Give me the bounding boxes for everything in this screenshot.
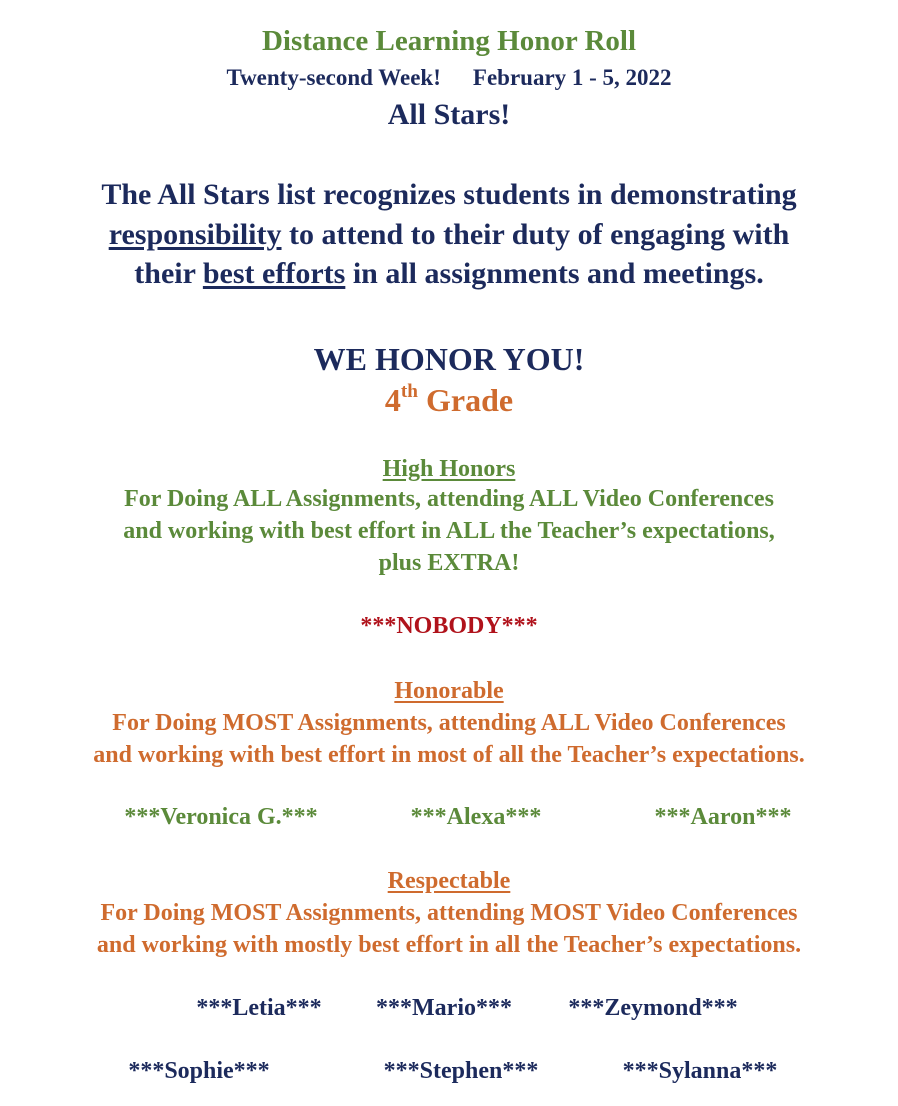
intro-line-3 (0, 259, 898, 289)
respectable-students-row-1 (0, 996, 898, 1024)
honorable-desc-2: and working with best effort in most of all the Teacher’s expectations. (93, 742, 805, 768)
week-label: Twenty-second Week! (226, 65, 441, 90)
high-honors-desc-2: and working with best effort in ALL the Teacher’s expectations, (123, 518, 775, 544)
high-honors-desc-3: plus EXTRA! (378, 550, 520, 576)
high-honors-title (0, 457, 898, 481)
respectable-desc-1: For Doing MOST Assignments, attending MOST Video Conferences (100, 900, 798, 926)
high-honors-student: ***NOBODY*** (360, 613, 538, 639)
date-range: February 1 - 5, 2022 (472, 65, 672, 90)
respectable-title (0, 869, 898, 893)
honorable-title-text: Honorable (394, 678, 504, 704)
student-name: ***Stephen*** (383, 1058, 539, 1084)
responsibility-underline: responsibility (108, 218, 282, 251)
high-honors-title-text: High Honors (382, 456, 516, 482)
student-name: ***Veronica G.*** (124, 804, 318, 830)
intro-line-3-rest: in all assignments and meetings. (345, 257, 764, 290)
we-honor-you-heading: WE HONOR YOU! (313, 341, 585, 377)
intro-line-2-rest: to attend to their duty of engaging with (281, 218, 790, 251)
week-line (0, 66, 898, 89)
intro-line-3-start: their (134, 257, 203, 290)
grade-number: 4 (384, 382, 401, 418)
honorable-students (0, 805, 898, 833)
respectable-desc-2: and working with mostly best effort in all the Teacher’s expectations. (96, 932, 802, 958)
grade-suffix: th (400, 381, 418, 402)
high-honors-desc-1: For Doing ALL Assignments, attending ALL Video Conferences (124, 486, 774, 512)
grade-heading (0, 381, 898, 418)
student-name: ***Sylanna*** (622, 1058, 778, 1084)
grade-word: Grade (417, 382, 514, 418)
best-efforts-underline: best efforts (202, 257, 346, 290)
student-name: ***Aaron*** (654, 804, 792, 830)
student-name: ***Alexa*** (410, 804, 542, 830)
student-name: ***Letia*** (196, 995, 322, 1021)
honorable-title (0, 679, 898, 703)
all-stars-subtitle: All Stars! (387, 98, 511, 131)
student-name: ***Zeymond*** (568, 995, 738, 1021)
student-name: ***Sophie*** (128, 1058, 270, 1084)
student-name: ***Mario*** (376, 995, 512, 1021)
respectable-title-text: Respectable (387, 868, 511, 894)
document-title: Distance Learning Honor Roll (261, 25, 637, 57)
intro-line-2 (0, 220, 898, 250)
honorable-desc-1: For Doing MOST Assignments, attending ALL Video Conferences (112, 710, 786, 736)
respectable-students-row-2 (0, 1059, 898, 1087)
intro-line-1: The All Stars list recognizes students in demonstrating (101, 178, 797, 211)
